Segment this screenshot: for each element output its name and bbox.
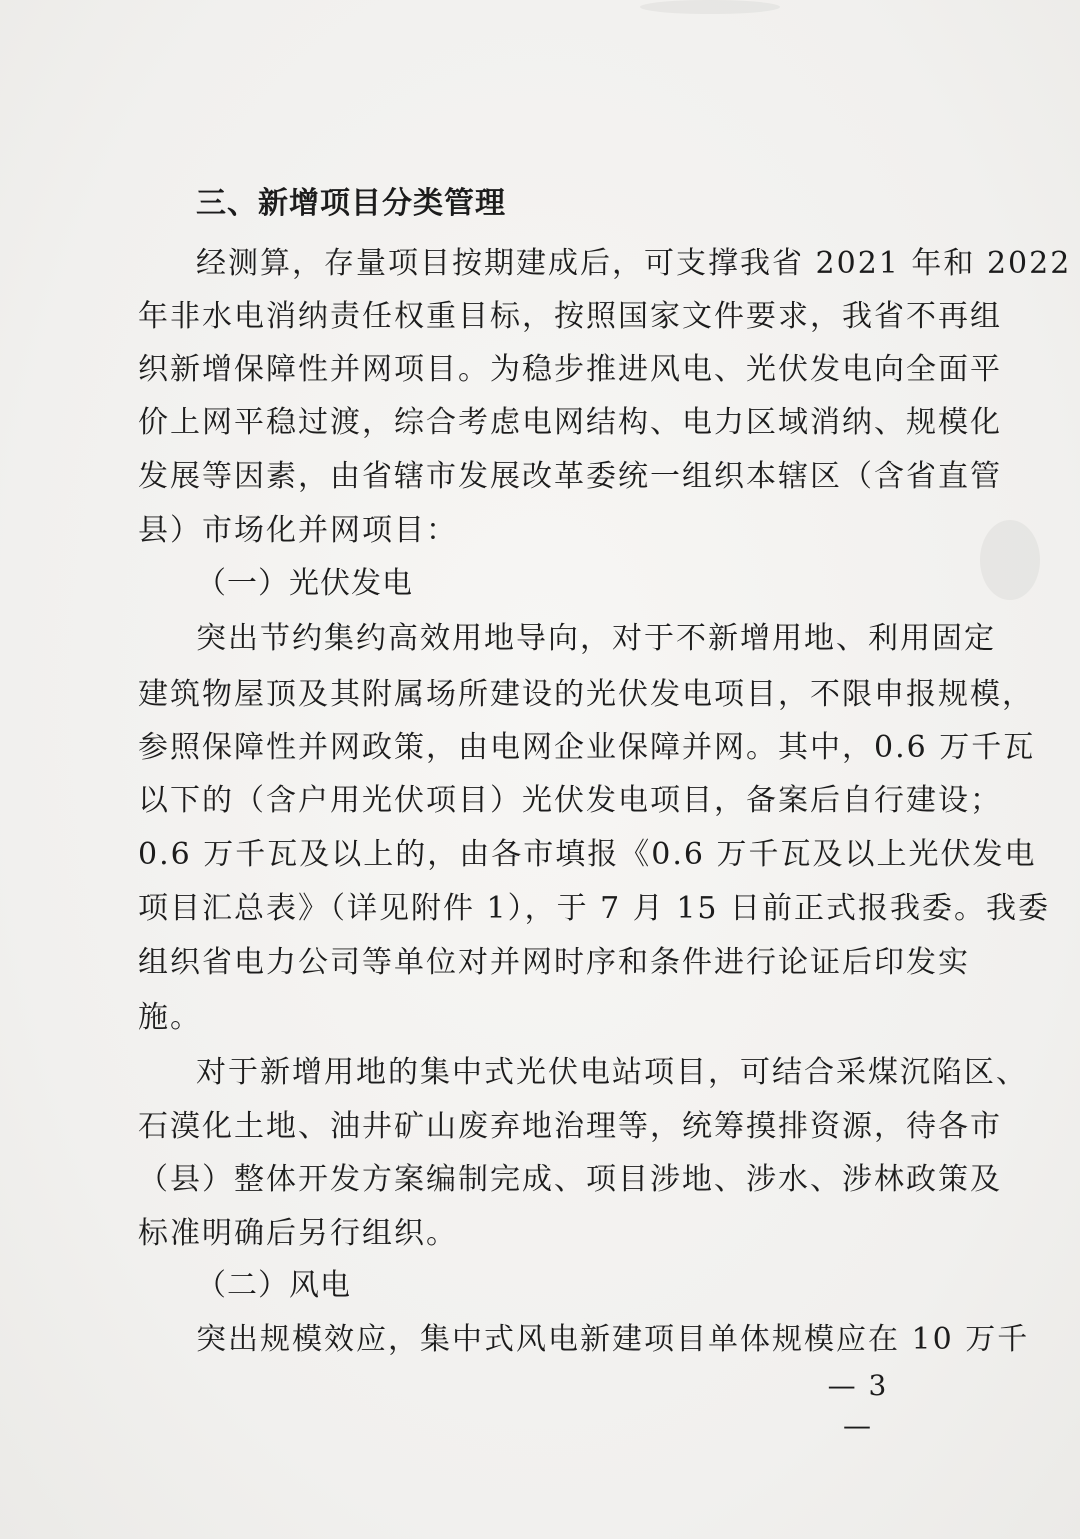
paragraph-line: 突出规模效应，集中式风电新建项目单体规模应在 10 万千 bbox=[196, 1322, 1030, 1357]
subsection-heading: （二）风电 bbox=[196, 1268, 351, 1303]
paragraph-line: 年非水电消纳责任权重目标，按照国家文件要求，我省不再组 bbox=[138, 299, 1002, 334]
paragraph-line: 发展等因素，由省辖市发展改革委统一组织本辖区（含省直管 bbox=[138, 459, 1002, 494]
paragraph-line: 对于新增用地的集中式光伏电站项目，可结合采煤沉陷区、 bbox=[196, 1055, 1028, 1090]
paragraph-line: 项目汇总表》（详见附件 1），于 7 月 15 日前正式报我委。我委 bbox=[138, 891, 1051, 926]
paragraph-line: 建筑物屋顶及其附属场所建设的光伏发电项目，不限申报规模， bbox=[138, 677, 1034, 712]
subsection-heading: （一）光伏发电 bbox=[196, 566, 413, 601]
paragraph-line: 经测算，存量项目按期建成后，可支撑我省 2021 年和 2022 bbox=[196, 246, 1072, 281]
scan-smudge bbox=[980, 520, 1040, 600]
paragraph-line: 突出节约集约高效用地导向，对于不新增用地、利用固定 bbox=[196, 621, 996, 656]
scan-smudge bbox=[640, 0, 780, 14]
paragraph-line: 标准明确后另行组织。 bbox=[138, 1216, 458, 1251]
paragraph-line: 0.6 万千瓦及以上的，由各市填报《0.6 万千瓦及以上光伏发电 bbox=[138, 837, 1037, 872]
paragraph-line: 参照保障性并网政策，由电网企业保障并网。其中，0.6 万千瓦 bbox=[138, 730, 1036, 765]
paragraph-line: 石漠化土地、油井矿山废弃地治理等，统筹摸排资源，待各市 bbox=[138, 1109, 1002, 1144]
paragraph-line: 施。 bbox=[138, 1000, 202, 1035]
paragraph-line: 织新增保障性并网项目。为稳步推进风电、光伏发电向全面平 bbox=[138, 352, 1002, 387]
paragraph-line: 价上网平稳过渡，综合考虑电网结构、电力区域消纳、规模化 bbox=[138, 405, 1002, 440]
paragraph-line: 以下的（含户用光伏项目）光伏发电项目，备案后自行建设； bbox=[138, 783, 1002, 818]
page-number: — 3 — bbox=[827, 1369, 889, 1442]
paragraph-line: 组织省电力公司等单位对并网时序和条件进行论证后印发实 bbox=[138, 945, 970, 980]
section-heading: 三、新增项目分类管理 bbox=[196, 186, 506, 221]
paragraph-line: （县）整体开发方案编制完成、项目涉地、涉水、涉林政策及 bbox=[138, 1162, 1002, 1197]
paragraph-line: 县）市场化并网项目： bbox=[138, 513, 458, 548]
